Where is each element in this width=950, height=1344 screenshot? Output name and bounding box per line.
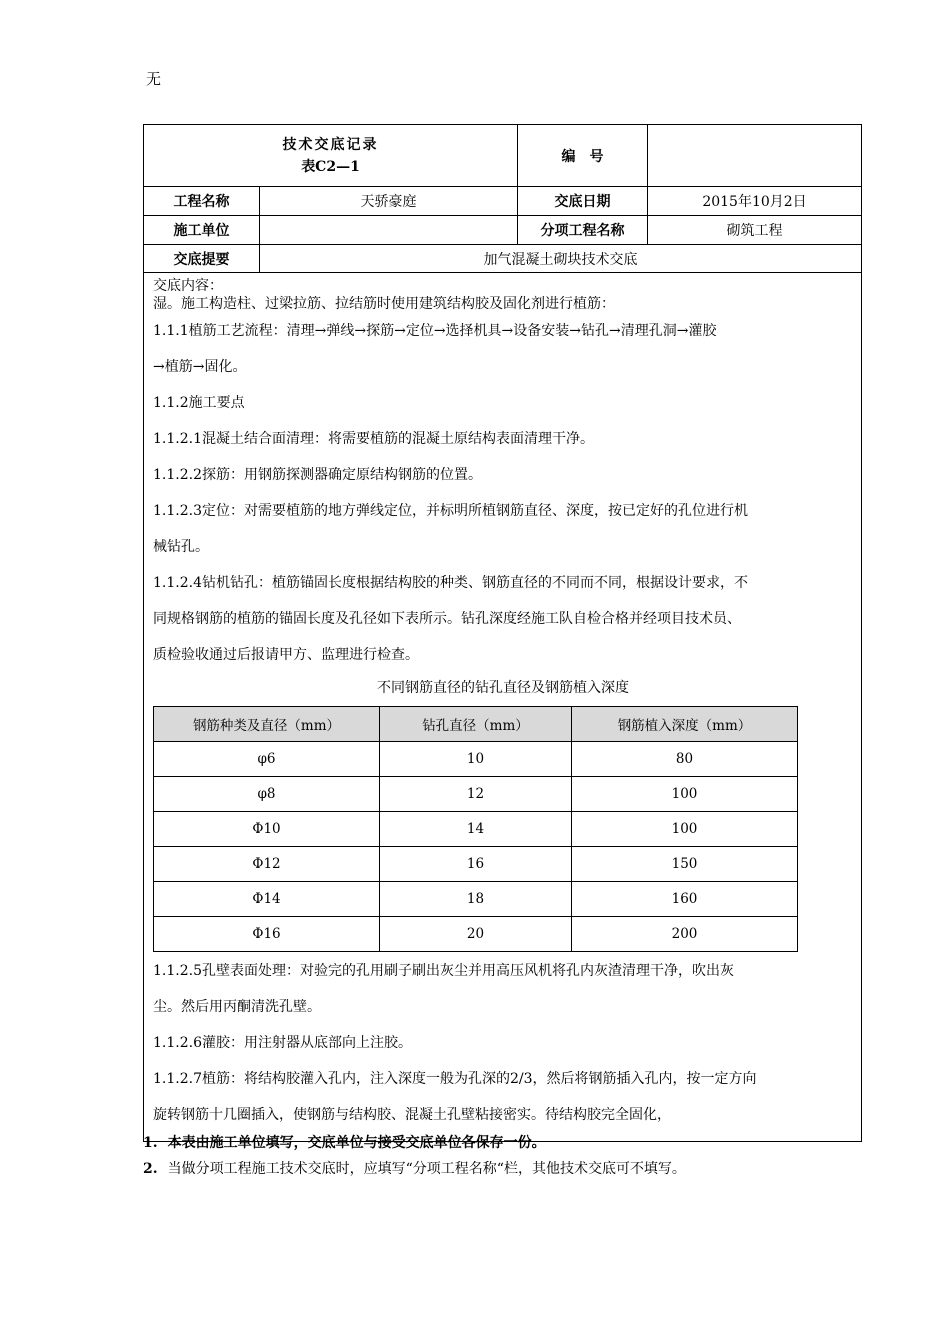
table-row: [154, 777, 798, 812]
content-paragraph: 质检验收通过后报请甲方、监理进行检查。: [153, 647, 419, 663]
table-cell: 80: [572, 742, 798, 777]
content-paragraph: 1.1.1植筋工艺流程：清理→弹线→探筋→定位→选择机具→设备安装→钻孔→清理孔洞→灌胶: [153, 323, 717, 339]
table-cell: φ6: [154, 742, 380, 777]
table-header-cell: 钢筋种类及直径（mm）: [154, 707, 380, 742]
table-cell: 14: [380, 812, 572, 847]
table-row: [154, 847, 798, 882]
content-paragraph: 1.1.2.6灌胶：用注射器从底部向上注胶。: [153, 1035, 412, 1051]
content-paragraph: 1.1.2.4钻机钻孔：植筋锚固长度根据结构胶的种类、钢筋直径的不同而不同，根据设计要求，不: [153, 575, 748, 591]
table-cell: Φ16: [154, 917, 380, 952]
table-cell: 200: [572, 917, 798, 952]
content-paragraph: 1.1.2施工要点: [153, 395, 245, 411]
table-header-cell: 钢筋植入深度（mm）: [572, 707, 798, 742]
table-cell: 150: [572, 847, 798, 882]
content-paragraph: →植筋→固化。: [153, 359, 247, 375]
table-row: [154, 882, 798, 917]
number-label: 编 号: [518, 125, 648, 187]
table-row: [154, 917, 798, 952]
content-paragraph: 械钻孔。: [153, 539, 209, 555]
note-item: [143, 1156, 686, 1182]
table-cell: 12: [380, 777, 572, 812]
content-paragraph: 旋转钢筋十几圈插入，使钢筋与结构胶、混凝土孔壁粘接密实。待结构胶完全固化，: [153, 1107, 671, 1123]
content-paragraph: 1.1.2.7植筋：将结构胶灌入孔内，注入深度一般为孔深的2/3，然后将钢筋插入孔内，按一定方向: [153, 1071, 757, 1087]
form-title: 技术交底记录: [282, 136, 379, 153]
note-item: [143, 1130, 686, 1156]
number-value[interactable]: [648, 125, 862, 187]
form-code: 表C2—1: [301, 158, 360, 175]
content-paragraph: 1.1.2.1混凝土结合面清理：将需要植筋的混凝土原结构表面清理干净。: [153, 431, 594, 447]
table-cell: 16: [380, 847, 572, 882]
table-cell: Φ12: [154, 847, 380, 882]
corner-mark: 无: [146, 70, 162, 88]
rebar-table: [153, 706, 798, 952]
content-paragraph: 1.1.2.5孔壁表面处理：对验完的孔用刷子刷出灰尘并用高压风机将孔内灰渣清理干净，吹出灰: [153, 963, 734, 979]
content-paragraph: 尘。然后用丙酮清洗孔壁。: [153, 999, 321, 1015]
note-text: 本表由施工单位填写，交底单位与接受交底单位各保存一份。: [167, 1135, 546, 1151]
disclosure-form: [143, 124, 862, 1142]
table-cell: 160: [572, 882, 798, 917]
form-header: [144, 125, 518, 187]
table-cell: 18: [380, 882, 572, 917]
table-header-cell: 钻孔直径（mm）: [380, 707, 572, 742]
content-paragraph: 湿。施工构造柱、过梁拉筋、拉结筋时使用建筑结构胶及固化剂进行植筋：: [153, 296, 615, 312]
project-name-label: 工程名称: [144, 187, 260, 216]
content-cell: [144, 273, 862, 1142]
summary-label: 交底提要: [144, 245, 260, 273]
date-value[interactable]: 2015年10月2日: [648, 187, 862, 216]
project-name-value[interactable]: 天骄豪庭: [260, 187, 518, 216]
content-paragraph: 1.1.2.3定位：对需要植筋的地方弹线定位，并标明所植钢筋直径、深度，按已定好的孔位进行机: [153, 503, 748, 519]
table-cell: 10: [380, 742, 572, 777]
table-cell: 100: [572, 777, 798, 812]
table-row: [154, 742, 798, 777]
table-cell: 20: [380, 917, 572, 952]
table-row: [154, 812, 798, 847]
note-text: 当做分项工程施工技术交底时，应填写“分项工程名称“栏，其他技术交底可不填写。: [167, 1161, 686, 1177]
rebar-table-title: 不同钢筋直径的钻孔直径及钢筋植入深度: [377, 680, 629, 696]
unit-label: 施工单位: [144, 216, 260, 245]
table-cell: φ8: [154, 777, 380, 812]
note-number: 1.: [143, 1135, 158, 1151]
date-label: 交底日期: [518, 187, 648, 216]
table-cell: 100: [572, 812, 798, 847]
content-heading: 交底内容：: [153, 278, 223, 294]
sub-project-value[interactable]: 砌筑工程: [648, 216, 862, 245]
table-header-row: [154, 707, 798, 742]
table-cell: Φ14: [154, 882, 380, 917]
summary-value[interactable]: 加气混凝土砌块技术交底: [260, 245, 862, 273]
content-paragraph: 1.1.2.2探筋：用钢筋探测器确定原结构钢筋的位置。: [153, 467, 482, 483]
form-notes: [143, 1130, 686, 1182]
note-number: 2.: [143, 1161, 158, 1177]
table-cell: Φ10: [154, 812, 380, 847]
sub-project-label: 分项工程名称: [518, 216, 648, 245]
content-paragraph: 同规格钢筋的植筋的锚固长度及孔径如下表所示。钻孔深度经施工队自检合格并经项目技术员、: [153, 611, 741, 627]
unit-value[interactable]: [260, 216, 518, 245]
